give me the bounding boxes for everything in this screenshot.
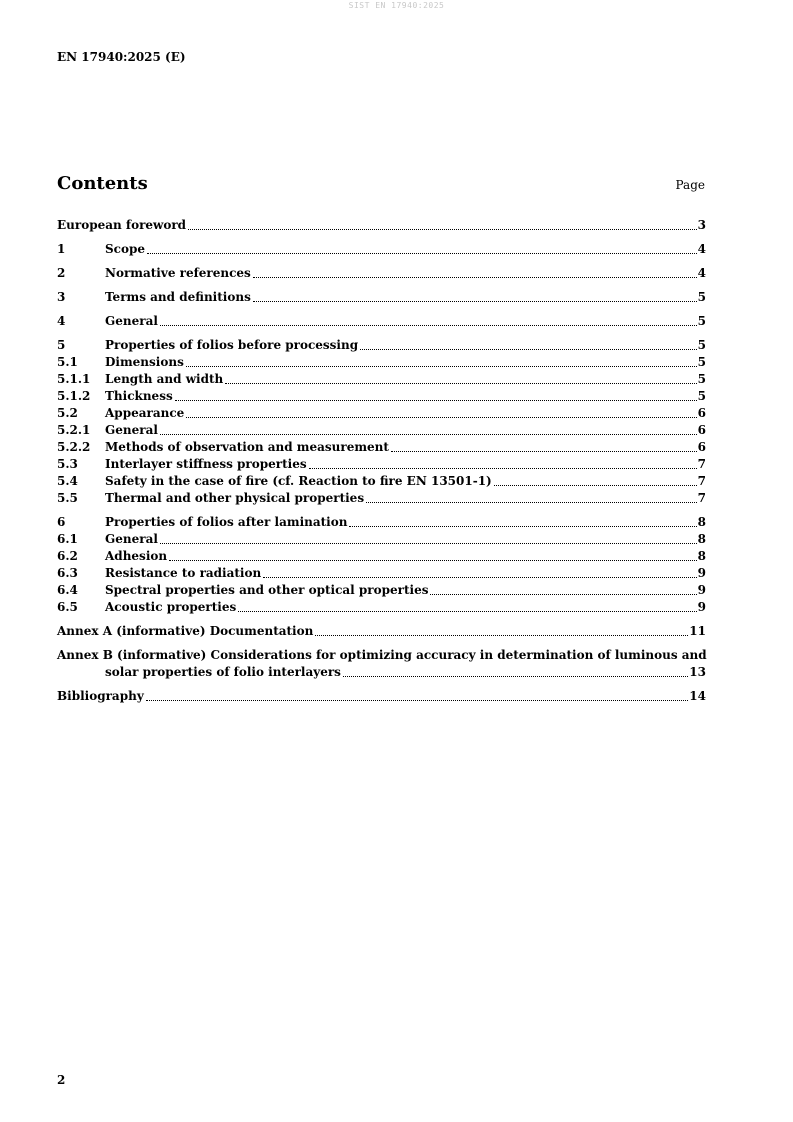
toc-entry[interactable] — [57, 456, 706, 473]
toc-entry-title: General — [105, 314, 158, 328]
toc-entry-number: 5.1.2 — [57, 389, 91, 403]
toc-entry[interactable] — [57, 217, 706, 234]
toc-entry-page: 7 — [697, 474, 706, 488]
toc-entry[interactable] — [57, 473, 706, 490]
toc-entry-title: General — [105, 423, 158, 437]
dot-leader — [188, 229, 697, 230]
dot-leader — [494, 485, 697, 486]
toc-entry-page: 7 — [697, 491, 706, 505]
toc-entry-title: Normative references — [105, 266, 251, 280]
toc-entry-title: Annex B (informative) Considerations for optimizing accuracy in determination of luminous and — [57, 648, 707, 662]
toc-entry-page: 6 — [697, 440, 706, 454]
toc-entry-page: 6 — [697, 423, 706, 437]
toc-entry-number: 6.1 — [57, 532, 78, 546]
toc-entry-number: 5.2.2 — [57, 440, 91, 454]
toc-entry-title: Terms and definitions — [105, 290, 251, 304]
toc-entry-page: 9 — [697, 566, 706, 580]
dot-leader — [366, 502, 697, 503]
dot-leader — [253, 277, 697, 278]
toc-entry-page: 7 — [697, 457, 706, 471]
toc-entry-title: Properties of folios after lamination — [105, 515, 348, 529]
toc-entry-title: Scope — [105, 242, 146, 256]
toc-entry-title: Dimensions — [105, 355, 184, 369]
toc-entry[interactable] — [57, 313, 706, 330]
page-number: 2 — [57, 1073, 66, 1087]
contents-heading: Contents — [57, 173, 148, 194]
toc-entry-page: 4 — [697, 266, 706, 280]
toc-entry-page: 14 — [689, 689, 706, 703]
toc-entry-page: 8 — [697, 549, 706, 563]
toc-entry-title: Methods of observation and measurement — [105, 440, 389, 454]
toc-entry-number: 5.1.1 — [57, 372, 91, 386]
watermark: SIST EN 17940:2025 — [348, 1, 445, 10]
table-of-contents — [57, 217, 706, 705]
toc-entry[interactable] — [57, 439, 706, 456]
toc-entry-title: Thermal and other physical properties — [105, 491, 365, 505]
dot-leader — [160, 325, 697, 326]
toc-entry[interactable] — [57, 354, 706, 371]
toc-entry[interactable] — [57, 531, 706, 548]
toc-entry-title-continued: solar properties of folio interlayers — [105, 665, 341, 679]
toc-entry-number: 6.3 — [57, 566, 78, 580]
toc-entry-title: General — [105, 532, 158, 546]
toc-entry-page: 9 — [697, 583, 706, 597]
toc-entry-number: 5.1 — [57, 355, 78, 369]
toc-entry[interactable] — [57, 289, 706, 306]
toc-entry-title: Adhesion — [105, 549, 168, 563]
toc-entry-number: 2 — [57, 266, 66, 280]
toc-entry[interactable] — [57, 582, 706, 599]
toc-entry[interactable] — [57, 490, 706, 507]
toc-entry[interactable] — [57, 514, 706, 531]
dot-leader — [186, 417, 696, 418]
toc-entry[interactable] — [57, 371, 706, 388]
dot-leader — [238, 611, 696, 612]
toc-entry-page: 8 — [697, 515, 706, 529]
toc-entry-number: 5.5 — [57, 491, 78, 505]
toc-entry-page: 6 — [697, 406, 706, 420]
toc-entry-number: 5.2 — [57, 406, 78, 420]
toc-entry[interactable] — [57, 548, 706, 565]
toc-entry-page: 5 — [697, 290, 706, 304]
dot-leader — [349, 526, 696, 527]
toc-entry-number: 6 — [57, 515, 66, 529]
dot-leader — [253, 301, 697, 302]
toc-entries — [57, 217, 706, 640]
dot-leader — [169, 560, 697, 561]
toc-entry-bibliography[interactable] — [57, 688, 706, 705]
toc-entry[interactable] — [57, 265, 706, 282]
toc-entry-title: Resistance to radiation — [105, 566, 262, 580]
toc-entry-page: 4 — [697, 242, 706, 256]
toc-entry-page: 5 — [697, 372, 706, 386]
page-column-label: Page — [675, 178, 705, 192]
toc-entry-title: European foreword — [57, 218, 187, 232]
toc-entry-title: Spectral properties and other optical properties — [105, 583, 429, 597]
toc-entry[interactable] — [57, 405, 706, 422]
toc-entry-title: Safety in the case of fire (cf. Reaction to fire EN 13501-1) — [105, 474, 492, 488]
toc-entry-title: Bibliography — [57, 689, 144, 703]
toc-entry[interactable] — [57, 388, 706, 405]
toc-entry-number: 6.2 — [57, 549, 78, 563]
dot-leader — [430, 594, 696, 595]
toc-entry-number: 6.4 — [57, 583, 78, 597]
toc-entry-page: 5 — [697, 314, 706, 328]
toc-entry-annex-b[interactable] — [57, 647, 706, 681]
dot-leader — [160, 543, 697, 544]
dot-leader — [175, 400, 697, 401]
toc-entry-page: 5 — [697, 355, 706, 369]
toc-entry-number: 5.4 — [57, 474, 78, 488]
toc-entry[interactable] — [57, 623, 706, 640]
toc-entry-title: Length and width — [105, 372, 224, 386]
dot-leader — [309, 468, 697, 469]
dot-leader — [160, 434, 697, 435]
toc-entry[interactable] — [57, 565, 706, 582]
dot-leader — [315, 635, 688, 636]
toc-entry[interactable] — [57, 422, 706, 439]
toc-entry[interactable] — [57, 599, 706, 616]
toc-entry-number: 5 — [57, 338, 66, 352]
toc-entry-page: 5 — [697, 389, 706, 403]
dot-leader — [360, 349, 697, 350]
dot-leader — [391, 451, 697, 452]
dot-leader — [263, 577, 696, 578]
dot-leader — [186, 366, 697, 367]
toc-entry-page: 8 — [697, 532, 706, 546]
dot-leader — [147, 253, 697, 254]
dot-leader — [146, 700, 689, 701]
toc-entry-page: 3 — [697, 218, 706, 232]
toc-entry-page: 9 — [697, 600, 706, 614]
toc-entry-number: 3 — [57, 290, 66, 304]
toc-entry-title: Thickness — [105, 389, 173, 403]
dot-leader — [343, 676, 688, 677]
toc-entry-number: 6.5 — [57, 600, 78, 614]
toc-entry-page: 5 — [697, 338, 706, 352]
toc-entry[interactable] — [57, 241, 706, 258]
toc-entry-number: 4 — [57, 314, 66, 328]
toc-entry-title: Annex A (informative) Documentation — [57, 624, 314, 638]
toc-entry[interactable] — [57, 337, 706, 354]
toc-entry-number: 5.2.1 — [57, 423, 91, 437]
toc-entry-title: Acoustic properties — [105, 600, 237, 614]
toc-entry-page: 13 — [689, 665, 706, 679]
toc-entry-page: 11 — [689, 624, 706, 638]
toc-entry-title: Appearance — [105, 406, 185, 420]
toc-entry-number: 1 — [57, 242, 66, 256]
toc-entry-title: Properties of folios before processing — [105, 338, 359, 352]
toc-entry-number: 5.3 — [57, 457, 78, 471]
toc-entry-title: Interlayer stiffness properties — [105, 457, 307, 471]
dot-leader — [225, 383, 696, 384]
document-id: EN 17940:2025 (E) — [57, 50, 186, 64]
